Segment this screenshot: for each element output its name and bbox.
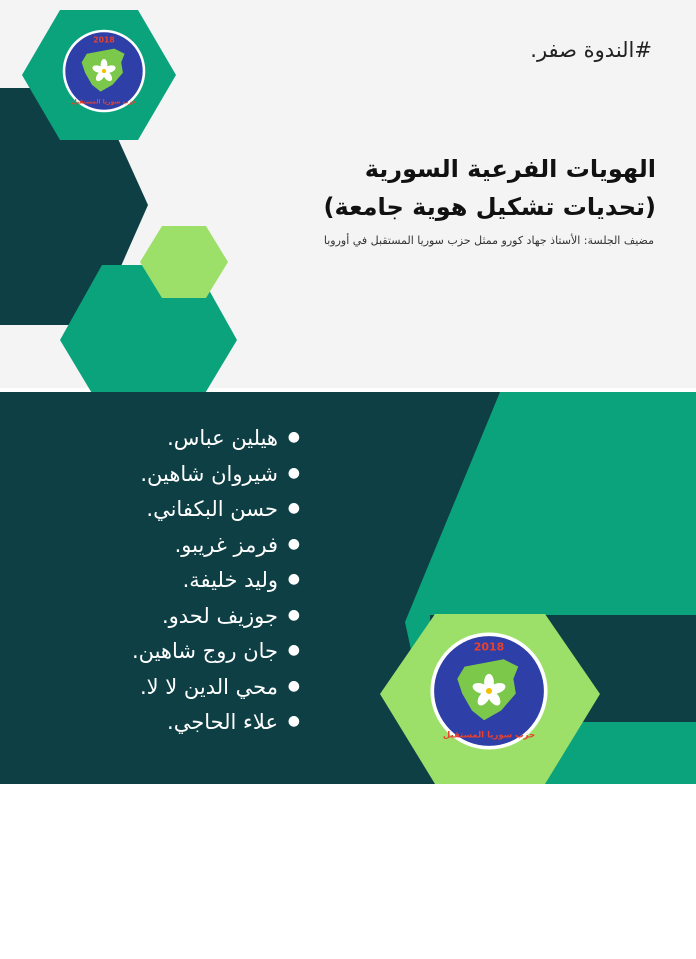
speaker-name: وليد خليفة. <box>182 568 278 592</box>
bullet-icon: ● <box>287 713 300 729</box>
bullet-icon: ● <box>287 429 300 445</box>
bullet-icon: ● <box>287 464 300 481</box>
bullet-icon: ● <box>287 500 300 516</box>
speaker-name: علاء الحاجي. <box>167 710 278 734</box>
speaker-item <box>80 568 300 604</box>
speaker-name: حسن البكفاني. <box>146 497 278 521</box>
session-hashtag: #الندوة صفر. <box>530 38 652 62</box>
speaker-name: جان روج شاهين. <box>131 639 278 663</box>
session-title <box>236 150 656 226</box>
logo-year: 2018 <box>473 640 505 654</box>
speaker-item <box>80 639 300 675</box>
speaker-item <box>80 533 300 569</box>
speaker-name: شيروان شاهين. <box>140 461 278 486</box>
bullet-icon: ● <box>287 606 300 623</box>
session-host: مضيف الجلسة: الأستاذ جهاد كورو ممثل حزب سوريا المستقبل في أوروبا <box>323 234 654 247</box>
speaker-item <box>80 462 300 498</box>
bullet-icon: ● <box>287 535 300 552</box>
bullet-icon: ● <box>287 571 300 587</box>
bullet-icon: ● <box>287 642 300 658</box>
speaker-name: محي الدين لا لا. <box>139 674 278 699</box>
speakers-list <box>80 426 300 746</box>
speaker-item <box>80 710 300 746</box>
speaker-name: جوزيف لحدو. <box>161 603 278 628</box>
title-line-1: الهويات الفرعية السورية <box>364 155 656 183</box>
logo-name: حزب سوريا المستقبل <box>442 730 536 741</box>
logo-year: 2018 <box>93 35 115 45</box>
title-slide <box>0 0 696 388</box>
speaker-item <box>80 497 300 533</box>
speakers-heading: قائمة المتحدثين <box>477 928 652 959</box>
party-logo-small <box>61 28 147 114</box>
speaker-item <box>80 675 300 711</box>
logo-name: حزب سوريا المستقبل <box>71 98 137 106</box>
speaker-item <box>80 604 300 640</box>
speaker-name: فرمز غريبو. <box>174 532 278 557</box>
speaker-item <box>80 426 300 462</box>
bullet-icon: ● <box>287 677 300 694</box>
speaker-name: هيلين عباس. <box>167 426 278 450</box>
title-line-2: (تحديات تشكيل هوية جامعة) <box>323 193 656 221</box>
party-logo-large <box>428 630 550 752</box>
